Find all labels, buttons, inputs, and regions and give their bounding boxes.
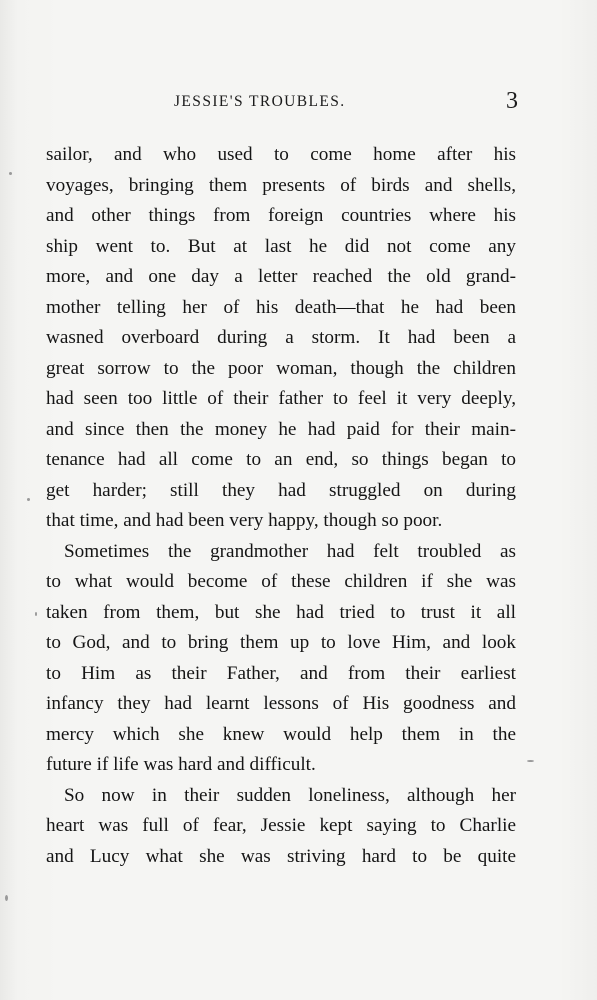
text-line: and Lucy what she was striving hard to be quite <box>46 845 516 867</box>
page-number: 3 <box>506 88 518 114</box>
text-line: and other things from foreign countries where his <box>46 205 516 226</box>
text-line: future if life was hard and difficult. <box>46 754 316 775</box>
text-line: mother telling her of his death—that he had been <box>46 296 516 318</box>
text-line: So now in their sudden loneliness, although her <box>64 784 516 806</box>
text-line: sailor, and who used to come home after his <box>46 144 516 165</box>
running-title: JESSIE'S TROUBLES. <box>174 93 346 110</box>
text-line: to what would become of these children if she was <box>46 571 516 592</box>
text-line: and since then the money he had paid for their main- <box>46 418 516 440</box>
text-line: infancy they had learnt lessons of His goodness and <box>46 693 516 714</box>
paper-speck <box>5 895 8 901</box>
text-line: mercy which she knew would help them in the <box>46 723 516 745</box>
text-line: to Him as their Father, and from their earliest <box>46 662 516 684</box>
text-line: Sometimes the grandmother had felt troubled as <box>64 540 516 562</box>
text-line: get harder; still they had struggled on during <box>46 479 516 501</box>
body-text <box>46 140 516 872</box>
text-line: that time, and had been very happy, though so poor. <box>46 510 443 531</box>
text-line: ship went to. But at last he did not come any <box>46 235 516 257</box>
running-head <box>46 90 516 114</box>
paper-speck <box>527 760 534 762</box>
text-line: wasned overboard during a storm. It had been a <box>46 327 516 348</box>
text-line: to God, and to bring them up to love Him, and look <box>46 632 516 653</box>
text-line: more, and one day a letter reached the old grand- <box>46 266 516 287</box>
text-line: heart was full of fear, Jessie kept saying to Charlie <box>46 815 516 836</box>
paper-speck <box>9 172 12 175</box>
text-line: had seen too little of their father to feel it very deeply, <box>46 388 516 409</box>
paper-speck <box>35 612 37 616</box>
paper-speck <box>27 498 30 501</box>
text-line: tenance had all come to an end, so things began to <box>46 449 516 470</box>
text-line: voyages, bringing them presents of birds and shells, <box>46 174 516 196</box>
text-line: great sorrow to the poor woman, though the children <box>46 357 516 379</box>
text-line: taken from them, but she had tried to trust it all <box>46 601 516 623</box>
